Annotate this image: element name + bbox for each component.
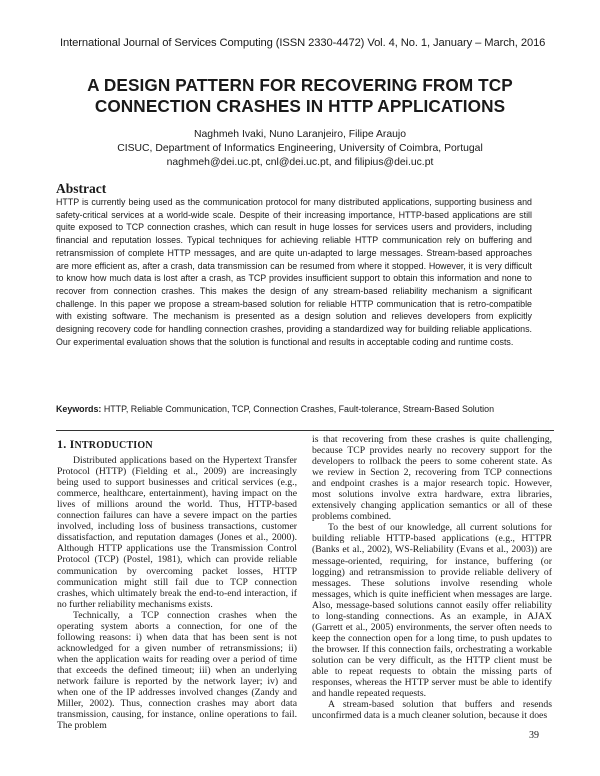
left-column — [57, 436, 297, 731]
paper-title-line: CONNECTION CRASHES IN HTTP APPLICATIONS — [94, 96, 506, 116]
keywords-text: HTTP, Reliable Communication, TCP, Connection Crashes, Fault-tolerance, Stream-Based Solution — [101, 404, 495, 414]
paper-title — [60, 75, 540, 117]
body-paragraph: Distributed applications based on the Hypertext Transfer Protocol (HTTP) (Fielding et al., 2009) are increasingly being used to support businesses and critical services (e.g., commerce, healthcare, entertainment), having impact on the lives of millions around the world. Thus, HTTP-based connection failures can have a severe impact on the parties involved, including loss of business transactions, customer dissatisfaction, and reputation damages (Jones et al., 2000). Although HTTP applications use the Transmission Control Protocol (TCP) (Postel, 1981), which can provide reliable communication by overcoming packet losses, HTTP communication might still fail due to TCP connection crashes, which ultimately break the end-to-end interaction, if no further reliability mechanisms exists. — [57, 455, 297, 610]
paper-title-line: A DESIGN PATTERN FOR RECOVERING FROM TCP — [87, 75, 513, 95]
section-number: 1. — [57, 437, 70, 451]
body-paragraph: To the best of our knowledge, all current solutions for building reliable HTTP-based applications (e.g., HTTPR (Banks et al., 2002), WS-Reliability (Evans et al., 2003)) are message-oriented, requiring, for instance, buffering (or logging) and retransmission to provide reliable delivery of messages. These solutions involve resending whole messages, which is quite inefficient when messages are large. Also, message-based solutions cannot easily offer reliability to long-standing connections. As an example, in AJAX (Garrett et al., 2005) environments, the server often needs to keep the connection open for a long time, to push updates to the browser. If this connection fails, orchestrating a workable solution can be very difficult, as the HTTP client must be able to repeat requests to obtain the missing parts of responses, whereas the HTTP server must be able to identify and handle repeated requests. — [312, 522, 552, 700]
section-heading — [57, 439, 297, 451]
section-divider — [56, 430, 554, 431]
body-paragraph: is that recovering from these crashes is quite challenging, because TCP provides nearly no recovery support for the developers to rollback the peers to some coherent state. As we review in Section 2, recovering from TCP connections and endpoint crashes is a major research topic. However, most solutions involve extra hardware, extra libraries, extensively changing application semantics or all of these problems combined. — [312, 434, 552, 523]
body-paragraph: Technically, a TCP connection crashes when the operating system aborts a connection, for one of the following reasons: i) when data that has been sent is not acknowledged for a given number of retransmissions; ii) when the application waits for reading over a period of time that exceeds the defined timeout; iii) when an underlying network failure is reported by the network layer; iv) and when one of the IP addresses involved changes (Zandy and Miller, 2002). Thus, connection crashes may abort data transmission, causing, for instance, online operations to fail. The problem — [57, 609, 297, 732]
author-affiliation: CISUC, Department of Informatics Engineering, University of Coimbra, Portugal — [117, 143, 483, 154]
right-column — [312, 434, 552, 721]
author-names: Naghmeh Ivaki, Nuno Laranjeiro, Filipe Araujo — [194, 129, 406, 140]
section-title-initial: I — [69, 437, 75, 451]
author-block — [60, 128, 540, 170]
abstract-body: HTTP is currently being used as the communication protocol for many distributed applications, supporting business and safety-critical services at a world-wide scale. Despite of their increasing importance, HTTP-based applications are still quite exposed to TCP connection crashes, which can result in huge losses for services users and providers, including financial and reputation losses. Typical techniques for achieving reliable HTTP communication rely on buffering and retransmission of complete HTTP messages, and are quite un-adapted to large messages. Stream-based approaches are more efficient as, after a crash, data transmission can be resumed from where it stopped. However, it is very difficult to know how much data is lost after a crash, as TCP provides insufficient support to obtain this information and none to recover from connection crashes. This makes the design of any stream-based reliability mechanism a significant challenge. In this paper we propose a stream-based solution for reliable HTTP communication that is retro-compatible with existing software. The mechanism is presented as a design solution and relieves developers from explicitly designing recovery code for handling connection crashes, providing a standardized way for building reliable applications. Our experimental evaluation shows that the solution is functional and results in acceptable coding and runtime costs. — [56, 197, 532, 347]
body-paragraph: A stream-based solution that buffers and resends unconfirmed data is a much cleaner solution, because it does — [312, 699, 552, 722]
keywords-label: Keywords: — [56, 404, 102, 414]
section-title-rest: NTRODUCTION — [74, 440, 153, 451]
running-header: International Journal of Services Computing (ISSN 2330-4472) Vol. 4, No. 1, January – March, 2016 — [60, 37, 546, 49]
author-emails: naghmeh@dei.uc.pt, cnl@dei.uc.pt, and filipius@dei.uc.pt — [166, 157, 434, 168]
keywords — [56, 404, 536, 414]
page-number: 39 — [529, 730, 539, 741]
abstract-heading: Abstract — [56, 181, 107, 196]
